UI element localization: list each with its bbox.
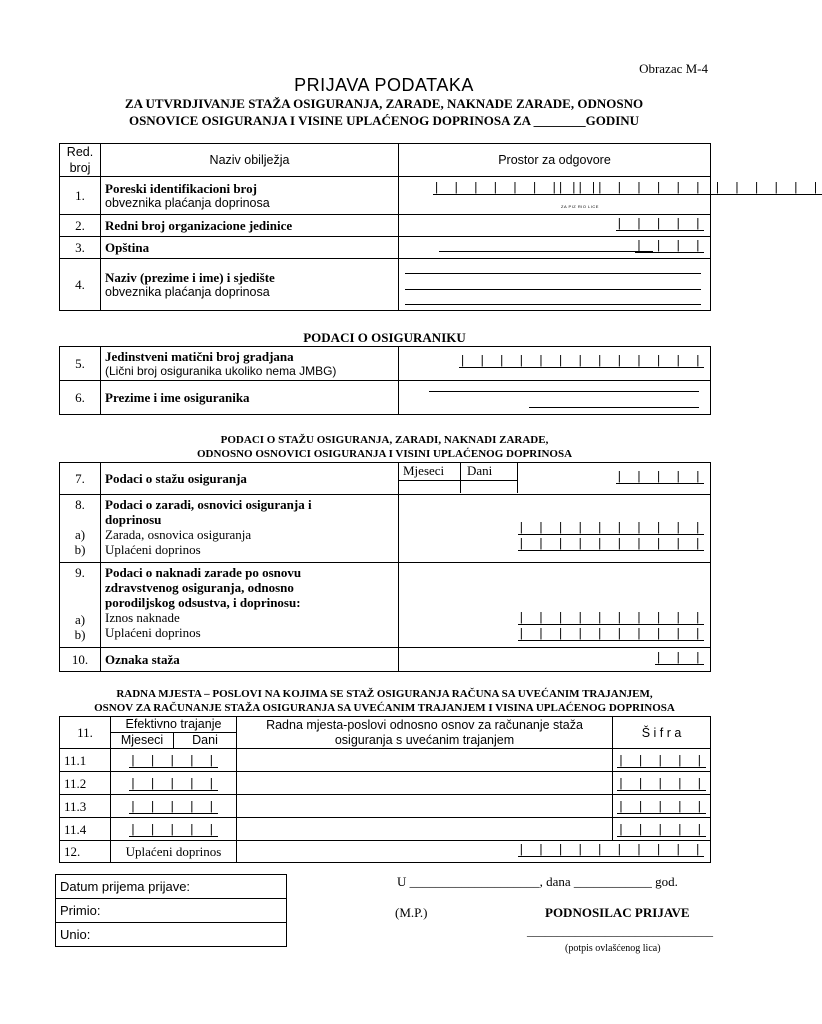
dani-label: Dani bbox=[192, 733, 218, 747]
row-label bbox=[101, 563, 399, 648]
row-number: 1. bbox=[60, 177, 101, 215]
item-zarada: Zarada, osnovica osiguranja bbox=[105, 527, 252, 542]
radna-mjesta-cell[interactable] bbox=[237, 749, 613, 772]
section4-heading-1: RADNA MJESTA – POSLOVI NA KOJIMA SE STAŽ OSIGURANJA RAČUNA SA UVEĆANIM TRAJANJEM, bbox=[116, 688, 653, 700]
item-b-marker: b) bbox=[74, 627, 86, 642]
label-redni-broj: Redni broj organizacione jedinice bbox=[101, 215, 399, 237]
sifra-ticks[interactable]: | | | | | bbox=[617, 823, 706, 837]
mjeseci-label: Mjeseci bbox=[111, 733, 174, 748]
section2-table bbox=[59, 346, 711, 415]
col-prostor-za-odgovore: Prostor za odgovore bbox=[399, 144, 711, 177]
zarada-ticks[interactable]: | | | | | | | | | | bbox=[517, 521, 704, 535]
label-sjediste: i sjedište bbox=[223, 269, 275, 285]
col-naziv-obiljezja: Naziv obilježja bbox=[101, 144, 399, 177]
row-number bbox=[60, 495, 101, 563]
section4-heading-2: OSNOV ZA RAČUNANJE STAŽA OSIGURANJA SA UVEĆANIM TRAJANJEM I VISINA UPLAĆENOG DOPRINOSA bbox=[94, 702, 675, 714]
opstina-ticks[interactable]: | | | | bbox=[635, 239, 704, 253]
row-8 bbox=[60, 495, 711, 563]
row-number bbox=[60, 563, 101, 648]
place-date-line[interactable]: U ____________________, dana ____________ god. bbox=[397, 874, 678, 889]
trajanje-ticks[interactable]: | | | | | bbox=[129, 823, 218, 837]
answer-cell[interactable] bbox=[399, 177, 822, 215]
row-number: 3. bbox=[60, 237, 101, 259]
answer-cell[interactable] bbox=[399, 237, 711, 259]
trajanje-ticks[interactable]: | | | | | bbox=[129, 800, 218, 814]
dani-cell bbox=[460, 480, 518, 493]
pib-ticks-a[interactable]: | | | | | | | | | bbox=[433, 181, 600, 195]
row-number: 11.2 bbox=[60, 772, 111, 795]
row-2 bbox=[60, 215, 711, 237]
row-5 bbox=[60, 347, 711, 381]
sifra-cell[interactable] bbox=[613, 749, 711, 772]
label-prezime-ime: Prezime i ime osiguranika bbox=[101, 381, 399, 415]
label-sub: (Lični broj osiguranika ukoliko nema JMBG) bbox=[105, 363, 337, 378]
item-b-marker: b) bbox=[74, 542, 86, 557]
staz-ticks[interactable]: | | | | | bbox=[615, 470, 704, 484]
row-6 bbox=[60, 381, 711, 415]
answer-cell[interactable] bbox=[399, 648, 711, 672]
trajanje-cell[interactable] bbox=[111, 772, 237, 795]
answer-cell[interactable] bbox=[399, 347, 711, 381]
row-number: 5. bbox=[60, 347, 101, 381]
row-number: 11.1 bbox=[60, 749, 111, 772]
efektivno-label: Efektivno trajanje bbox=[111, 717, 236, 733]
trajanje-ticks[interactable]: | | | | | bbox=[129, 777, 218, 791]
radna-label-1: Radna mjesta-poslovi odnosno osnov za računanje staža bbox=[266, 717, 583, 732]
row-4 bbox=[60, 259, 711, 311]
signature-line[interactable]: _______________________________ bbox=[527, 924, 713, 938]
section3-heading-2: ODNOSNO OSNOVICI OSIGURANJA I VISINI UPLAĆENOG DOPRINOSA bbox=[196, 448, 573, 460]
potpis-label: (potpis ovlašćenog lica) bbox=[565, 943, 661, 954]
tiny-note: ZA PIZ RIO LICE bbox=[561, 204, 599, 209]
item-doprinos: Uplaćeni doprinos bbox=[105, 542, 201, 557]
section1-table bbox=[59, 143, 822, 311]
naziv-line-2[interactable] bbox=[405, 289, 701, 290]
label-naziv: Naziv (prezime i ime) bbox=[105, 269, 224, 285]
mp-stamp-label: (M.P.) bbox=[395, 905, 428, 920]
label-jmbg: Jedinstveni matični broj gradjana bbox=[105, 348, 294, 364]
trajanje-ticks[interactable]: | | | | | bbox=[129, 754, 218, 768]
unio-field[interactable]: Unio: bbox=[56, 923, 287, 947]
naknada-doprinos-ticks[interactable]: | | | | | | | | | | bbox=[517, 627, 704, 641]
row-label bbox=[101, 495, 399, 563]
primio-field[interactable]: Primio: bbox=[56, 899, 287, 923]
answer-cell[interactable] bbox=[399, 381, 711, 415]
oznaka-staza-ticks[interactable]: | | | bbox=[654, 651, 704, 665]
sifra-cell[interactable] bbox=[613, 795, 711, 818]
label-naknada-2: zdravstvenog osiguranja, odnosno bbox=[105, 580, 294, 595]
naziv-line-1[interactable] bbox=[405, 273, 701, 274]
row-11-4 bbox=[60, 818, 711, 841]
col-efektivno-trajanje bbox=[111, 717, 237, 749]
row-1 bbox=[60, 177, 711, 215]
radna-mjesta-cell[interactable] bbox=[237, 818, 613, 841]
item-a-marker: a) bbox=[74, 612, 86, 627]
pib-ticks-b[interactable]: | | | | | | | | | | | | | | bbox=[557, 181, 822, 195]
label-naknada-1: Podaci o naknadi zarade po osnovu bbox=[105, 565, 302, 580]
radna-label-2: osiguranja s uvećanim trajanjem bbox=[334, 732, 515, 747]
label-oznaka-staza: Oznaka staža bbox=[101, 648, 399, 672]
trajanje-cell[interactable] bbox=[111, 795, 237, 818]
doprinos-ticks[interactable]: | | | | | | | | | | bbox=[517, 843, 704, 857]
prezime-line-2[interactable] bbox=[529, 407, 699, 408]
sifra-ticks[interactable]: | | | | | bbox=[617, 800, 706, 814]
label-opstina: Opština bbox=[101, 237, 399, 259]
jmbg-ticks[interactable]: | | | | | | | | | | | | | bbox=[458, 354, 704, 368]
row-label bbox=[101, 347, 399, 381]
row-7 bbox=[60, 463, 711, 495]
label-naknada-3: porodiljskog odsustva, i doprinosu: bbox=[105, 595, 301, 610]
subtitle-line-1: ZA UTVRDJIVANJE STAŽA OSIGURANJA, ZARADE, NAKNADE ZARADE, ODNOSNO bbox=[124, 96, 644, 111]
radna-mjesta-cell[interactable] bbox=[237, 772, 613, 795]
row-num: 8. bbox=[75, 497, 85, 512]
row-number: 11. bbox=[60, 717, 111, 749]
sifra-cell[interactable] bbox=[613, 818, 711, 841]
trajanje-cell[interactable] bbox=[111, 749, 237, 772]
redni-broj-ticks[interactable]: | | | | | bbox=[615, 217, 704, 231]
row-number: 7. bbox=[60, 463, 101, 495]
section4-table bbox=[59, 716, 711, 863]
podnosilac-prijave: PODNOSILAC PRIJAVE bbox=[545, 905, 690, 920]
item-iznos-naknade: Iznos naknade bbox=[105, 610, 180, 625]
row-number: 11.4 bbox=[60, 818, 111, 841]
row-10 bbox=[60, 648, 711, 672]
row-number: 11.3 bbox=[60, 795, 111, 818]
row-12 bbox=[60, 841, 711, 863]
row-11-3 bbox=[60, 795, 711, 818]
row-number: 2. bbox=[60, 215, 101, 237]
col-dani: Dani bbox=[467, 463, 493, 478]
label-uplaceni-doprinos: Uplaćeni doprinos bbox=[111, 841, 237, 863]
item-a-marker: a) bbox=[74, 527, 86, 542]
row-number: 12. bbox=[60, 841, 111, 863]
reception-box bbox=[55, 874, 287, 947]
row-label bbox=[101, 259, 399, 311]
row-label bbox=[101, 177, 399, 215]
row-number: 6. bbox=[60, 381, 101, 415]
naknada-ticks[interactable]: | | | | | | | | | | bbox=[517, 611, 704, 625]
sifra-cell[interactable] bbox=[613, 772, 711, 795]
row-3 bbox=[60, 237, 711, 259]
label-staz: Podaci o stažu osiguranja bbox=[101, 463, 399, 495]
doprinos-answer-cell[interactable] bbox=[237, 841, 711, 863]
label-sub: obveznika plaćanja doprinosa bbox=[105, 195, 270, 210]
answer-cell[interactable] bbox=[399, 495, 711, 563]
col-red-broj: Red. broj bbox=[60, 144, 101, 177]
col-radna-mjesta bbox=[237, 717, 613, 749]
prezime-line-1[interactable] bbox=[429, 391, 699, 392]
label-zarada-1: Podaci o zaradi, osnovici osiguranja i bbox=[105, 497, 312, 512]
radna-mjesta-cell[interactable] bbox=[237, 795, 613, 818]
answer-cell[interactable] bbox=[399, 463, 711, 495]
row-9 bbox=[60, 563, 711, 648]
page-title: PRIJAVA PODATAKA bbox=[294, 75, 474, 95]
answer-cell[interactable] bbox=[399, 259, 711, 311]
row-number: 4. bbox=[60, 259, 101, 311]
doprinos-ticks[interactable]: | | | | | | | | | | bbox=[517, 537, 704, 551]
mjeseci-dani-box bbox=[399, 463, 518, 481]
row-number: 10. bbox=[60, 648, 101, 672]
form-code: Obrazac M-4 bbox=[639, 61, 708, 76]
answer-cell[interactable] bbox=[399, 563, 711, 648]
subtitle-line-2: OSNOVICE OSIGURANJA I VISINE UPLAĆENOG DOPRINOSA ZA ________GODINU bbox=[128, 113, 640, 128]
col-mjeseci: Mjeseci bbox=[403, 463, 445, 478]
naziv-line-3[interactable] bbox=[405, 304, 701, 305]
sifra-ticks[interactable]: | | | | | bbox=[617, 754, 706, 768]
section2-heading: PODACI O OSIGURANIKU bbox=[303, 330, 466, 345]
label-sub: obveznika plaćanja doprinosa bbox=[105, 284, 270, 299]
row-11-2 bbox=[60, 772, 711, 795]
label-pib: Poreski identifikacioni broj bbox=[105, 180, 257, 196]
opstina-line[interactable] bbox=[439, 251, 653, 252]
answer-cell[interactable] bbox=[399, 215, 711, 237]
label-zarada-2: doprinosu bbox=[105, 512, 162, 527]
header-row bbox=[60, 717, 711, 749]
trajanje-cell[interactable] bbox=[111, 818, 237, 841]
row-11-1 bbox=[60, 749, 711, 772]
sifra-ticks[interactable]: | | | | | bbox=[617, 777, 706, 791]
item-doprinos: Uplaćeni doprinos bbox=[105, 625, 201, 640]
col-sifra: Š i f r a bbox=[613, 717, 711, 749]
row-num: 9. bbox=[75, 565, 85, 580]
datum-prijema-field[interactable]: Datum prijema prijave: bbox=[56, 875, 287, 899]
section3-heading-1: PODACI O STAŽU OSIGURANJA, ZARADI, NAKNADI ZARADE, bbox=[220, 434, 549, 446]
section3-table bbox=[59, 462, 711, 672]
